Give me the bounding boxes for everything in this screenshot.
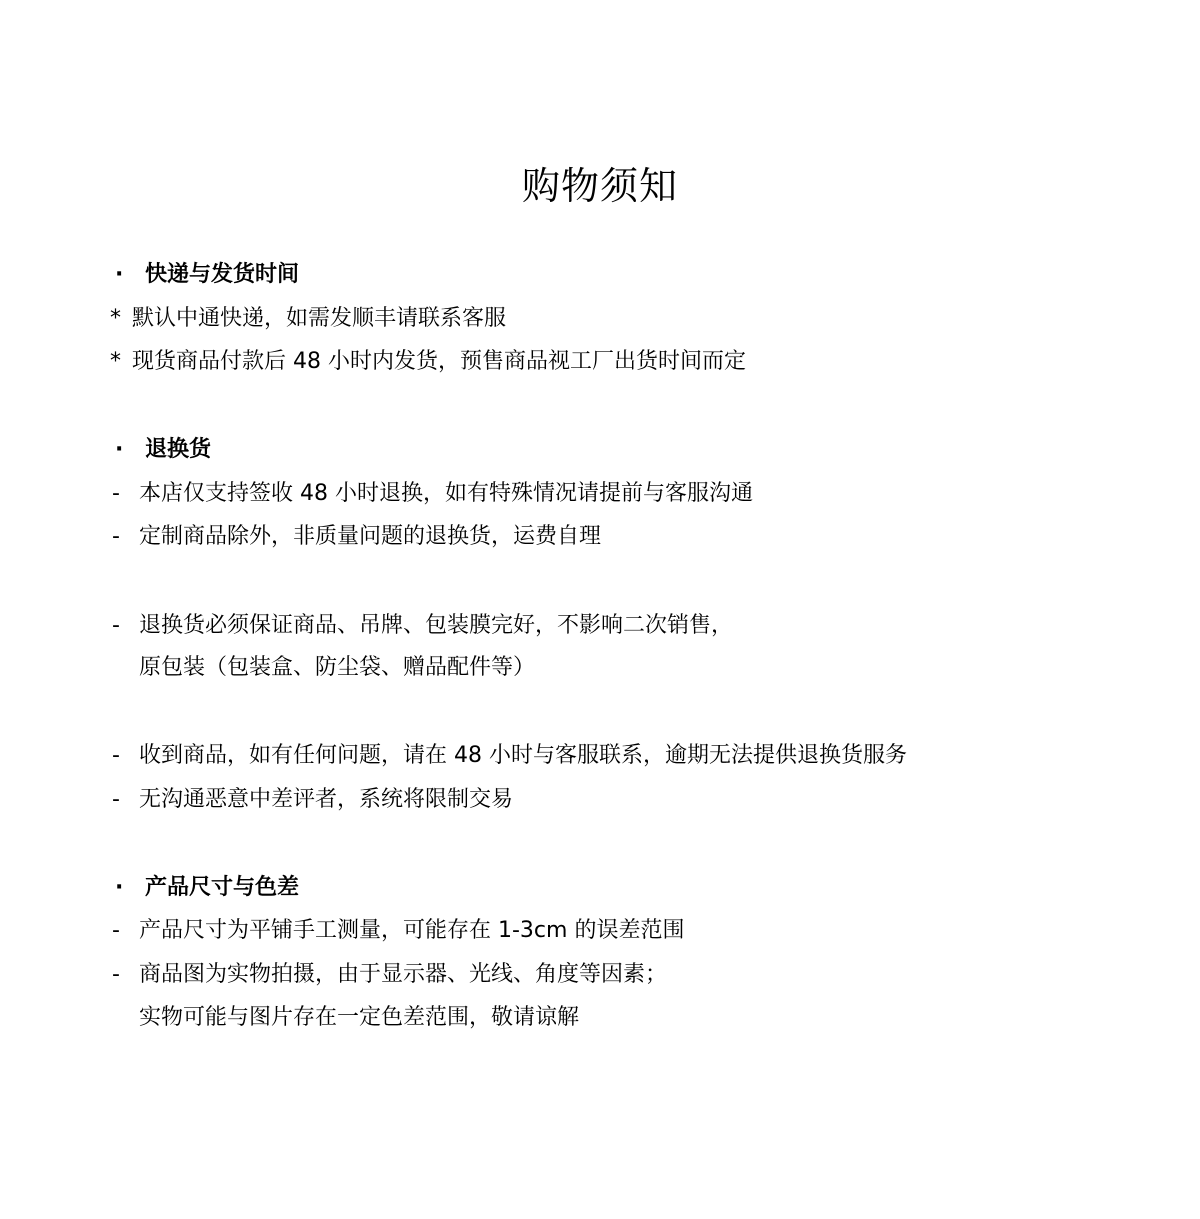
dash-mark: - <box>112 524 120 549</box>
list-item <box>112 609 733 643</box>
list-item <box>112 739 907 773</box>
section-heading-shipping <box>115 258 299 292</box>
list-item <box>110 345 746 379</box>
dash-mark: - <box>112 613 120 638</box>
item-text: 本店仅支持签收 48 小时退换，如有特殊情况请提前与客服沟通 <box>139 481 753 506</box>
heading-text: 退换货 <box>145 437 212 462</box>
list-item <box>110 302 506 336</box>
heading-text: 快递与发货时间 <box>145 262 300 287</box>
item-text: 产品尺寸为平铺手工测量，可能存在 1-3cm 的误差范围 <box>139 918 685 943</box>
dash-mark: - <box>112 918 120 943</box>
section-heading-size <box>115 871 299 905</box>
list-item <box>112 783 513 817</box>
page-title: 购物须知 <box>521 164 678 208</box>
asterisk-mark: * <box>110 349 121 374</box>
list-item-continuation: 原包装（包装盒、防尘袋、赠品配件等） <box>139 655 536 680</box>
item-text: 定制商品除外，非质量问题的退换货，运费自理 <box>139 524 602 549</box>
dash-mark: - <box>112 743 120 768</box>
list-item <box>112 477 753 511</box>
section-heading-returns <box>115 433 211 467</box>
bullet-dot: · <box>115 875 124 900</box>
item-text: 商品图为实物拍摄，由于显示器、光线、角度等因素； <box>139 962 668 987</box>
item-text: 现货商品付款后 48 小时内发货，预售商品视工厂出货时间而定 <box>132 349 746 374</box>
heading-text: 产品尺寸与色差 <box>145 875 300 900</box>
item-text: 无沟通恶意中差评者，系统将限制交易 <box>139 787 514 812</box>
list-item <box>112 914 684 948</box>
asterisk-mark: * <box>110 306 121 331</box>
item-text: 退换货必须保证商品、吊牌、包装膜完好，不影响二次销售， <box>139 613 734 638</box>
list-item <box>112 520 601 554</box>
bullet-dot: · <box>115 262 124 287</box>
dash-mark: - <box>112 962 120 987</box>
dash-mark: - <box>112 481 120 506</box>
list-item-continuation: 实物可能与图片存在一定色差范围，敬请谅解 <box>139 1005 580 1030</box>
bullet-dot: · <box>115 437 124 462</box>
dash-mark: - <box>112 787 120 812</box>
item-text: 默认中通快递，如需发顺丰请联系客服 <box>132 306 507 331</box>
item-text: 收到商品，如有任何问题，请在 48 小时与客服联系，逾期无法提供退换货服务 <box>139 743 907 768</box>
list-item <box>112 958 667 992</box>
